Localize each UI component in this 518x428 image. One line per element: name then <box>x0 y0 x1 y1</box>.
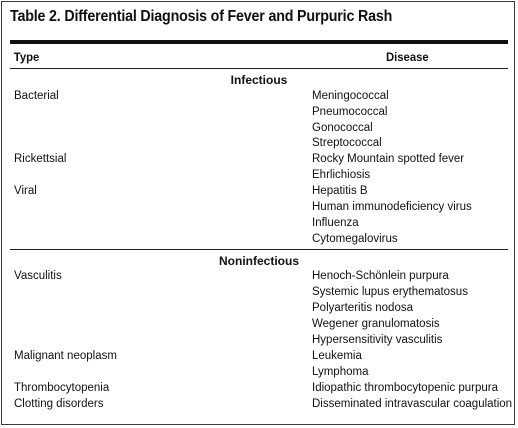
table-row <box>0 199 518 215</box>
table-row <box>0 348 518 364</box>
table-row <box>0 151 518 167</box>
table-row <box>0 120 518 136</box>
table-row <box>0 268 518 284</box>
type-cell: Viral <box>14 185 37 197</box>
type-cell: Clotting disorders <box>14 398 104 410</box>
disease-cell: Gonococcal <box>312 122 373 134</box>
type-cell: Rickettsial <box>14 153 67 165</box>
column-header-disease: Disease <box>386 50 429 64</box>
header-rule <box>10 68 508 69</box>
disease-cell: Pneumococcal <box>312 106 388 118</box>
table-row <box>0 231 518 247</box>
disease-cell: Polyarteritis nodosa <box>312 302 413 314</box>
disease-cell: Systemic lupus erythematosus <box>312 286 468 298</box>
section-heading-noninfectious: Noninfectious <box>219 254 299 268</box>
table-row <box>0 300 518 316</box>
type-cell: Thrombocytopenia <box>14 382 110 394</box>
title-rule <box>10 40 508 44</box>
table-row <box>0 104 518 120</box>
column-header-type: Type <box>13 50 40 64</box>
table-row <box>0 380 518 396</box>
disease-cell: Hypersensitivity vasculitis <box>312 334 443 346</box>
disease-cell: Lymphoma <box>312 366 369 378</box>
disease-cell: Influenza <box>312 217 359 229</box>
type-cell: Vasculitis <box>14 270 62 282</box>
section-rule <box>10 249 508 250</box>
table-row <box>0 316 518 332</box>
disease-cell: Human immunodeficiency virus <box>312 201 472 213</box>
table-row <box>0 215 518 231</box>
table-row <box>0 396 518 412</box>
disease-cell: Idiopathic thrombocytopenic purpura <box>312 382 499 394</box>
table-row <box>0 135 518 151</box>
type-cell: Malignant neoplasm <box>14 350 117 362</box>
table-row <box>0 167 518 183</box>
table-row <box>0 364 518 380</box>
disease-cell: Meningococcal <box>312 90 389 102</box>
disease-cell: Disseminated intravascular coagulation <box>312 398 513 410</box>
table-row <box>0 183 518 199</box>
disease-cell: Hepatitis B <box>312 185 368 197</box>
disease-cell: Henoch-Schönlein purpura <box>312 270 449 282</box>
column-header-row <box>10 50 478 66</box>
type-cell: Bacterial <box>14 90 59 102</box>
table-row <box>0 332 518 348</box>
section-heading-infectious: Infectious <box>230 73 288 87</box>
disease-cell: Rocky Mountain spotted fever <box>312 153 465 165</box>
disease-cell: Leukemia <box>312 350 362 362</box>
disease-cell: Ehrlichiosis <box>312 169 371 181</box>
table-row <box>0 88 518 104</box>
disease-cell: Cytomegalovirus <box>312 233 398 245</box>
table-title: Table 2. Differential Diagnosis of Fever and Purpuric Rash <box>10 8 393 25</box>
disease-cell: Wegener granulomatosis <box>312 318 440 330</box>
disease-cell: Streptococcal <box>312 137 382 149</box>
table-row <box>0 284 518 300</box>
